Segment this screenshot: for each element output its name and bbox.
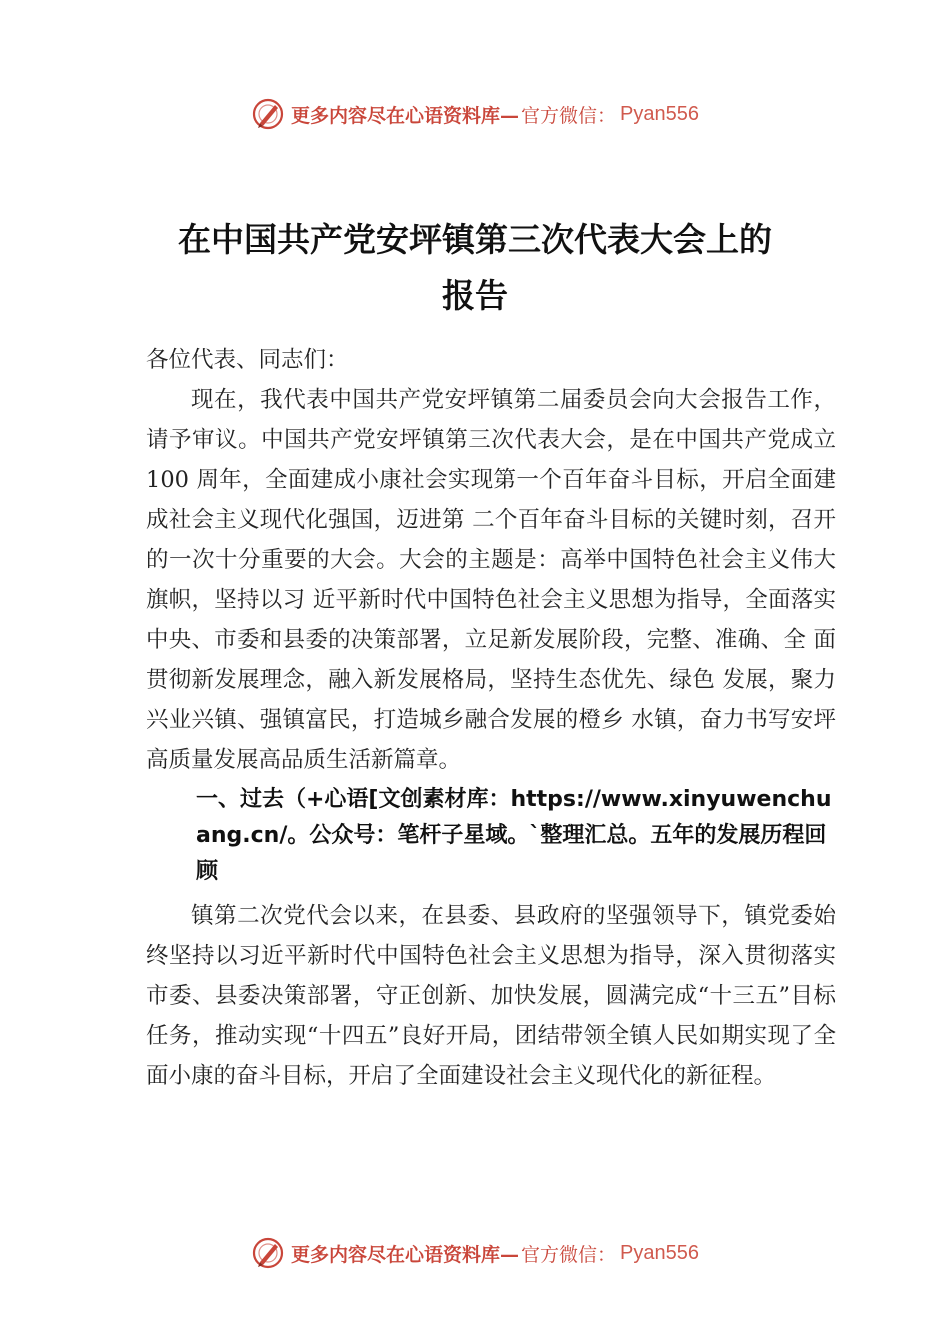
section-heading-1: 一、过去（+心语[文创素材库：https://www.xinyuwenchuang.cn/。公众号：笔杆子星域。`整理汇总。五年的发展历程回顾 [196,787,832,884]
banner-text: 更多内容尽在心语资料库— [291,104,520,127]
document-body [146,340,836,1096]
banner-wechat-id: Pyan556 [620,102,699,125]
pen-seal-logo-icon [251,1236,285,1270]
banner-wechat-label: 官方微信： [521,104,617,127]
banner-text: 更多内容尽在心语资料库— [291,1243,520,1266]
footer-banner [0,1233,950,1273]
banner-wechat-id: Pyan556 [620,1241,699,1264]
salutation: 各位代表、同志们： [146,347,349,373]
document-title [0,212,950,324]
pen-seal-logo-icon [251,97,285,131]
paragraph-1: 现在，我代表中国共产党安坪镇第二届委员会向大会报告工作，请予审议。中国共产党安坪镇第三次代表大会，是在中国共产党成立 100 周年，全面建成小康社会实现第一个百年奋斗目标，开启全面建成社会主义现代化强国，迈进第 二个百年奋斗目标的关键时刻，召开的一次十分重要的大会。大会的主题是：高举中国特色社会主义伟大旗帜，坚持以习 近平新时代中国特色社会主义思想为指导，全面落实中央、市委和县委的决策部署，立足新发展阶段，完整、准确、全 面贯彻新发展理念，融入新发展格局，坚持生态优先、绿色 发展，聚力兴业兴镇、强镇富民，打造城乡融合发展的橙乡 水镇，奋力书写安坪高质量发展高品质生活新篇章。 [146,387,836,773]
header-banner [0,94,950,134]
title-line-1: 在中国共产党安坪镇第三次代表大会上的 [178,220,772,259]
paragraph-2: 镇第二次党代会以来，在县委、县政府的坚强领导下，镇党委始终坚持以习近平新时代中国特色社会主义思想为指导，深入贯彻落实市委、县委决策部署，守正创新、加快发展，圆满完成“十三五”目标任务，推动实现“十四五”良好开局，团结带领全镇人民如期实现了全面小康的奋斗目标，开启了全面建设社会主义现代化的新征程。 [146,903,836,1089]
banner-wechat-label: 官方微信： [521,1243,617,1266]
title-line-2: 报告 [442,276,508,315]
